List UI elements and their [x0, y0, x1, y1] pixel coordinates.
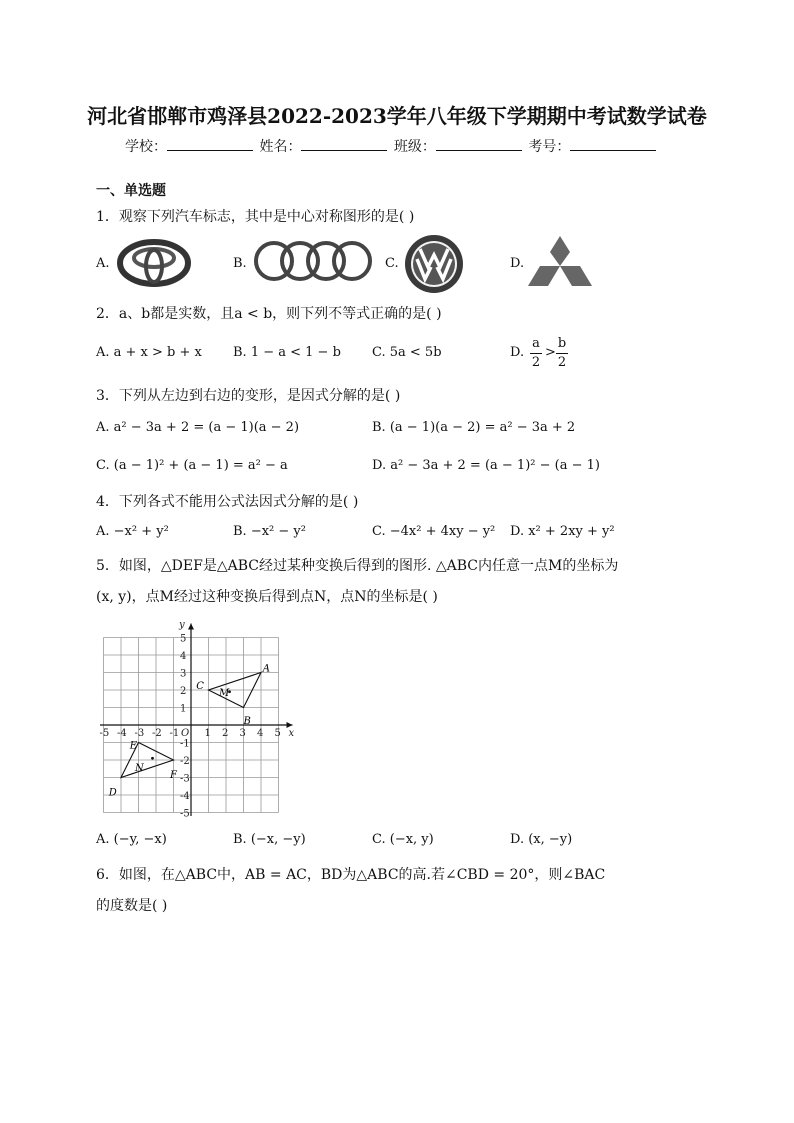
- q2-d-frac-b-bar: [556, 353, 568, 354]
- point-label-f: F: [170, 770, 177, 781]
- x-tick-label: -2: [152, 728, 162, 739]
- q6-stem-line1: 6．如图，在△ABC中，AB = AC，BD为△ABC的高.若∠CBD = 20°，则∠BAC: [96, 867, 606, 883]
- number-label: 考号：: [528, 139, 571, 155]
- q2-stem: 2．a、b都是实数，且a < b，则下列不等式正确的是( ): [96, 306, 442, 322]
- q2-d-frac-b-den: 2: [557, 355, 567, 370]
- q6-stem-line2: 的度数是( ): [96, 898, 168, 914]
- x-axis-label: x: [288, 728, 295, 739]
- y-tick-label: -1: [180, 738, 190, 750]
- class-label: 班级：: [393, 139, 436, 155]
- q2-d-frac-a-num: a: [532, 336, 540, 351]
- q1-option-c: C.: [385, 256, 399, 271]
- q2-option-b: B. 1 − a < 1 − b: [233, 345, 341, 360]
- point-label-a: A: [262, 663, 270, 675]
- q4-option-c: C. −4x² + 4xy − y²: [372, 524, 496, 539]
- x-tick-label: 3: [239, 728, 246, 739]
- q4-option-d: D. x² + 2xy + y²: [510, 524, 615, 539]
- y-tick-label: -2: [180, 756, 190, 767]
- point-label-d: D: [108, 787, 117, 799]
- point-label-e: E: [129, 740, 138, 752]
- y-tick-label: -5: [180, 808, 190, 820]
- q5-stem-line1: 5．如图，△DEF是△ABC经过某种变换后得到的图形. △ABC内任意一点M的坐标为: [96, 558, 619, 574]
- q1-option-b: B.: [233, 256, 247, 271]
- school-blank[interactable]: [167, 138, 253, 151]
- x-tick-label: -5: [99, 728, 110, 739]
- q5-option-a: A. (−y, −x): [96, 832, 167, 847]
- name-label: 姓名：: [259, 139, 302, 155]
- section-heading: 一、单选题: [96, 183, 166, 199]
- y-axis-label: y: [179, 619, 185, 631]
- q2-option-a: A. a + x > b + x: [96, 345, 202, 360]
- q3-option-b: B. (a − 1)(a − 2) = a² − 3a + 2: [372, 420, 576, 435]
- x-tick-label: -1: [169, 728, 180, 739]
- audi-logo-icon: [252, 238, 378, 284]
- q1-option-a: A.: [96, 256, 110, 271]
- q2-d-frac-b-num: b: [557, 336, 567, 351]
- axes: [100, 624, 293, 817]
- y-tick-label: 2: [180, 686, 187, 697]
- q4-stem: 4．下列各式不能用公式法因式分解的是( ): [96, 494, 359, 510]
- q4-option-b: B. −x² − y²: [233, 524, 306, 539]
- y-tick-label: 5: [180, 633, 187, 645]
- y-tick-label: 4: [180, 651, 187, 662]
- x-tick-label: -4: [117, 728, 127, 739]
- toyota-logo-icon: [116, 238, 192, 288]
- y-axis-arrow: [188, 624, 194, 630]
- q3-option-c: C. (a − 1)² + (a − 1) = a² − a: [96, 458, 288, 473]
- y-tick-label: -4: [180, 791, 190, 802]
- point-n: [151, 757, 154, 760]
- q1-option-d: D.: [510, 256, 525, 271]
- x-tick-label: 5: [274, 728, 281, 739]
- school-label: 学校：: [125, 139, 167, 155]
- x-tick-label: 4: [257, 728, 264, 739]
- q5-stem-line2: (x, y)，点M经过这种变换后得到点N，点N的坐标是( ): [96, 589, 438, 605]
- q5-coordinate-graph: [94, 615, 300, 825]
- q5-option-c: C. (−x, y): [372, 832, 434, 847]
- mitsubishi-logo-icon: [526, 234, 594, 292]
- q3-option-a: A. a² − 3a + 2 = (a − 1)(a − 2): [96, 420, 300, 435]
- q2-d-frac-a-den: 2: [531, 355, 541, 370]
- q2-option-c: C. 5a < 5b: [372, 345, 442, 360]
- x-tick-label: -3: [134, 728, 145, 739]
- x-tick-label: 2: [222, 728, 229, 739]
- point-label-n: N: [135, 763, 144, 774]
- name-blank[interactable]: [301, 138, 387, 151]
- q2-option-d: D.: [510, 345, 525, 360]
- number-blank[interactable]: [570, 138, 656, 151]
- y-tick-label: 3: [180, 668, 187, 680]
- x-tick-label: 1: [204, 728, 211, 739]
- q5-option-b: B. (−x, −y): [233, 832, 306, 847]
- y-tick-label: -3: [180, 773, 190, 785]
- page-title: 河北省邯郸市鸡泽县2022-2023学年八年级下学期期中考试数学试卷: [87, 104, 707, 128]
- y-tick-label: 1: [180, 703, 187, 715]
- volkswagen-logo-icon: [403, 233, 465, 295]
- q1-stem: 1．观察下列汽车标志，其中是中心对称图形的是( ): [96, 209, 415, 225]
- point-label-m: M: [219, 687, 230, 699]
- point-label-b: B: [243, 715, 251, 727]
- q3-option-d: D. a² − 3a + 2 = (a − 1)² − (a − 1): [372, 458, 600, 473]
- q4-option-a: A. −x² + y²: [96, 524, 169, 539]
- origin-label: O: [181, 728, 190, 739]
- q2-d-frac-a-bar: [530, 353, 542, 354]
- class-blank[interactable]: [436, 138, 522, 151]
- q3-stem: 3．下列从左边到右边的变形，是因式分解的是( ): [96, 388, 401, 404]
- point-label-c: C: [196, 680, 204, 692]
- q2-d-sign: >: [545, 345, 556, 360]
- q5-option-d: D. (x, −y): [510, 832, 573, 847]
- student-info-line: [125, 136, 658, 156]
